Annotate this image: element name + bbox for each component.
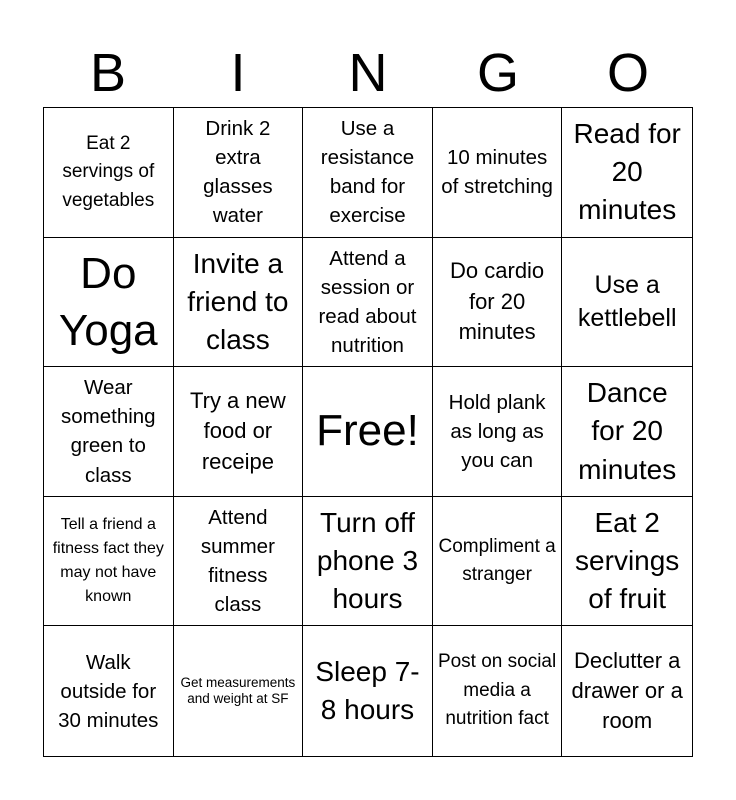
- header-letter-o: O: [606, 43, 649, 103]
- bingo-cell-o5[interactable]: [562, 626, 692, 756]
- header-letter-i: I: [230, 43, 246, 103]
- cell-text: Turn off phone 3 hours: [316, 506, 419, 615]
- cell-text: Do Yoga: [58, 248, 158, 355]
- cell-text: Wear something green to class: [61, 376, 156, 487]
- cell-text: Attend summer fitness class: [200, 505, 275, 617]
- header-letter-b: B: [89, 43, 127, 103]
- cell-text: Declutter a drawer or a room: [571, 647, 683, 734]
- cell-text: Attend a session or read about nutrition: [318, 246, 417, 357]
- bingo-cell-g3[interactable]: [433, 367, 563, 497]
- bingo-header: [43, 42, 693, 104]
- free-space-label: Free!: [316, 406, 419, 456]
- cell-text: Dance for 20 minutes: [578, 377, 677, 485]
- bingo-cell-o4[interactable]: [562, 497, 692, 627]
- bingo-cell-i5[interactable]: [174, 626, 304, 756]
- cell-text: Post on social media a nutrition fact: [437, 651, 557, 730]
- bingo-cell-i1[interactable]: [174, 108, 304, 238]
- bingo-cell-o3[interactable]: [562, 367, 692, 497]
- cell-text: Eat 2 servings of fruit: [575, 506, 680, 615]
- bingo-cell-b1[interactable]: [44, 108, 174, 238]
- bingo-cell-n5[interactable]: [303, 626, 433, 756]
- cell-text: Do cardio for 20 minutes: [450, 258, 545, 345]
- bingo-cell-i3[interactable]: [174, 367, 304, 497]
- cell-text: Compliment a stranger: [438, 535, 556, 586]
- bingo-cell-b4[interactable]: [44, 497, 174, 627]
- bingo-cell-i2[interactable]: [174, 238, 304, 368]
- header-letter-n: N: [348, 43, 388, 103]
- cell-text: Eat 2 servings of vegetables: [62, 132, 155, 211]
- bingo-cell-g5[interactable]: [433, 626, 563, 756]
- cell-text: Drink 2 extra glasses water: [203, 117, 273, 228]
- cell-text: Try a new food or receipe: [190, 387, 286, 474]
- cell-text: Read for 20 minutes: [573, 118, 681, 226]
- cell-text: Invite a friend to class: [187, 247, 289, 355]
- cell-text: Walk outside for 30 minutes: [58, 650, 159, 732]
- bingo-cell-o2[interactable]: [562, 238, 692, 368]
- cell-text: 10 minutes of stretching: [441, 146, 553, 199]
- cell-text: Hold plank as long as you can: [448, 390, 546, 473]
- bingo-cell-b3[interactable]: [44, 367, 174, 497]
- bingo-cell-n2[interactable]: [303, 238, 433, 368]
- bingo-cell-g1[interactable]: [433, 108, 563, 238]
- bingo-cell-free[interactable]: [303, 367, 433, 497]
- header-letter-g: G: [476, 43, 519, 103]
- bingo-cell-b5[interactable]: [44, 626, 174, 756]
- cell-text: Tell a friend a fitness fact they may not have known: [52, 516, 164, 606]
- bingo-cell-b2[interactable]: [44, 238, 174, 368]
- bingo-cell-i4[interactable]: [174, 497, 304, 627]
- cell-text: Sleep 7-8 hours: [315, 656, 420, 726]
- bingo-board: [43, 107, 693, 757]
- bingo-cell-o1[interactable]: [562, 108, 692, 238]
- cell-text: Use a resistance band for exercise: [320, 117, 415, 228]
- cell-text: Get measurements and weight at SF: [180, 675, 296, 707]
- cell-text: Use a kettlebell: [577, 271, 677, 332]
- bingo-cell-n1[interactable]: [303, 108, 433, 238]
- bingo-cell-g4[interactable]: [433, 497, 563, 627]
- bingo-cell-n4[interactable]: [303, 497, 433, 627]
- bingo-cell-g2[interactable]: [433, 238, 563, 368]
